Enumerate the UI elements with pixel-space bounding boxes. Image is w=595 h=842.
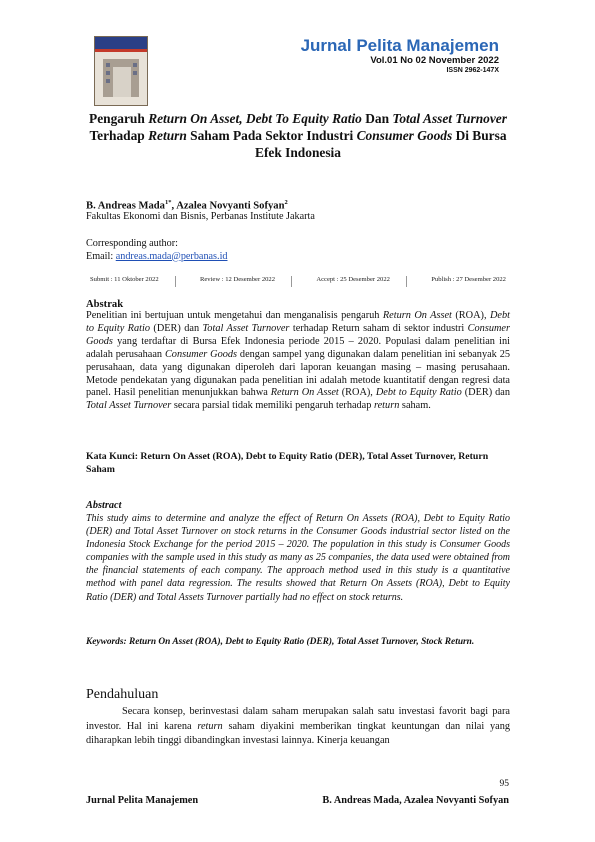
date-review: Review : 12 Desember 2022 [199,276,276,283]
journal-cover-logo [94,36,148,106]
journal-name: Jurnal Pelita Manajemen [300,36,499,55]
date-publish: Publish : 27 Desember 2022 [431,276,506,283]
journal-issn: ISSN 2962-147X [446,67,499,74]
page-number: 95 [499,779,509,789]
logo-window [106,71,110,75]
footer-journal: Jurnal Pelita Manajemen [86,795,199,806]
abstract-text: This study aims to determine and analyze the effect of Return On Assets (ROA), Debt to Equity Ratio (DER) and Total Asset Turnover on stock returns in the Consumer Goods industrial sector listed on the Indonesia Stock Exchange for the period 2015 – 2020. The population in this study is Consumer Goods companies with the sample used in this study as many as 25 companies, the data used were obtained from the financial statements of each company. The approach method used in this study is a quantitative method with panel data regression. The results showed that Return On Assets (ROA), Debt to Equity Ratio (DER) and Total Assets Turnover partially had no effect on stock returns. [86,513,510,603]
email-label: Email: [86,250,116,262]
date-submit: Submit : 11 Oktober 2022 [90,276,159,283]
logo-window [133,63,137,67]
journal-volume: Vol.01 No 02 November 2022 [370,55,499,66]
email-link[interactable]: andreas.mada@perbanas.id [115,250,228,262]
submission-dates [86,276,510,290]
date-divider [406,276,415,287]
paper-title: Pengaruh Return On Asset, Debt To Equity Ratio Dan Total Asset Turnover Terhadap Return Saham Pada Sektor Industri Consumer Goods Di Bursa Efek Indonesia [89,111,507,160]
date-accept: Accept : 25 Desember 2022 [316,276,390,283]
section-heading: Pendahuluan [86,687,159,702]
section-body: Secara konsep, berinvestasi dalam saham merupakan salah satu investasi favorit bagi para investor. Hal ini karena return saham diyakini memberikan tingkat keuntungan dan nilai yang diharapkan lebih tinggi dibandingkan investasi lainnya. Kinerja keuangan [86,706,510,746]
logo-building-front [113,67,131,97]
abstrak-heading: Abstrak [86,299,124,310]
kata-kunci: Kata Kunci: Return On Asset (ROA), Debt to Equity Ratio (DER), Total Asset Turnover, Return Saham [86,451,489,475]
logo-window [106,79,110,83]
logo-window [106,63,110,67]
keywords: Keywords: Return On Asset (ROA), Debt to Equity Ratio (DER), Total Asset Turnover, Stock Return. [86,637,475,647]
author-list: B. Andreas Mada$^{1*}$, Azalea Novyanti Sofyan$^2$ [86,199,288,212]
abstrak-text: Penelitian ini bertujuan untuk mengetahui dan menganalisis pengaruh Return On Asset (ROA), Debt to Equity Ratio (DER) dan Total Asset Turnover terhadap Return saham di sektor industri Consumer Goods yang terdaftar di Bursa Efek Indonesia periode 2015 – 2020. Populasi dalam penelitian ini adalah perusahaan Consumer Goods dengan sampel yang digunakan dalam penelitian ini sebanyak 25 perusahaan, data yang digunakan diperoleh dari laporan keuangan masing – masing perusahaan. Metode pendekatan yang digunakan pada penelitian ini adalah metode kuantitatif dengan regresi data panel. Hasil penelitian menunjukkan bahwa Return On Asset (ROA), Debt to Equity Ratio (DER) dan Total Asset Turnover secara parsial tidak memiliki pengaruh terhadap return saham. [86,310,511,412]
date-divider [175,276,184,287]
logo-header-band [95,37,147,49]
date-divider [291,276,300,287]
logo-window [133,71,137,75]
abstract-heading: Abstract [86,500,122,511]
corresponding-label: Corresponding author: [86,238,178,249]
affiliation: Fakultas Ekonomi dan Bisnis, Perbanas Institute Jakarta [86,211,315,222]
corresponding-author [86,238,228,263]
logo-accent-band [95,49,147,52]
footer-authors: B. Andreas Mada, Azalea Novyanti Sofyan [322,795,509,806]
